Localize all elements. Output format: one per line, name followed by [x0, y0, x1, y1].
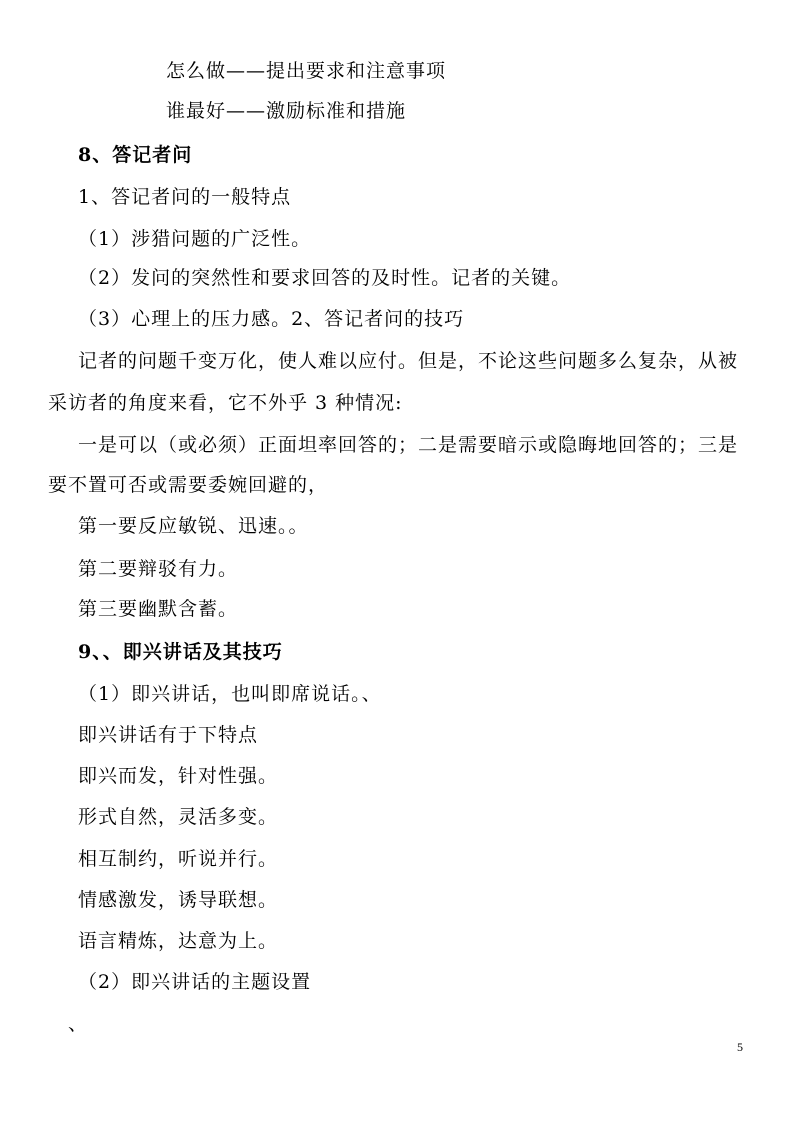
text-line-second: 第二要辩驳有力。 — [78, 558, 239, 580]
text-line-feature-1: 即兴而发，针对性强。 — [78, 765, 279, 787]
text-line-feature-3: 相互制约，听说并行。 — [78, 848, 279, 870]
section-heading-press-qa: 8、答记者问 — [78, 144, 193, 166]
paragraph-line-1: 记者的问题千变万化，使人难以应付。但是，不论这些问题多么复杂，从被 — [78, 350, 739, 372]
text-line-theme-setting: （2）即兴讲话的主题设置 — [78, 971, 312, 993]
text-line-feature-5: 语言精炼，达意为上。 — [78, 930, 279, 952]
text-line-how-to-do: 怎么做——提出要求和注意事项 — [166, 60, 447, 82]
list-item-breadth: （1）涉猎问题的广泛性。 — [78, 228, 312, 250]
paragraph-line-2: 采访者的角度来看，它不外乎 3 种情况: — [48, 392, 403, 414]
text-line-third: 第三要幽默含蓄。 — [78, 598, 239, 620]
text-line-impromptu-def: （1）即兴讲话，也叫即席说话。、 — [78, 683, 382, 705]
paragraph-line-3: 一是可以（或必须）正面坦率回答的；二是需要暗示或隐晦地回答的；三是 — [78, 434, 739, 456]
list-item-suddenness: （2）发问的突然性和要求回答的及时性。记者的关键。 — [78, 267, 572, 289]
subheading-general-features: 1、答记者问的一般特点 — [78, 186, 292, 208]
page-number: 5 — [737, 1040, 743, 1054]
text-line-feature-4: 情感激发，诱导联想。 — [78, 889, 279, 911]
text-line-first: 第一要反应敏锐、迅速。。 — [78, 515, 309, 537]
paragraph-line-4: 要不置可否或需要委婉回避的， — [48, 474, 329, 496]
text-line-features-intro: 即兴讲话有于下特点 — [78, 724, 259, 746]
text-line-feature-2: 形式自然，灵活多变。 — [78, 806, 279, 828]
list-item-pressure: （3）心理上的压力感。2、答记者问的技巧 — [78, 308, 465, 330]
text-line-stray-mark: 、 — [68, 1013, 89, 1035]
text-line-who-is-best: 谁最好——激励标准和措施 — [166, 100, 407, 122]
section-heading-impromptu: 9、、即兴讲话及其技巧 — [78, 641, 283, 663]
